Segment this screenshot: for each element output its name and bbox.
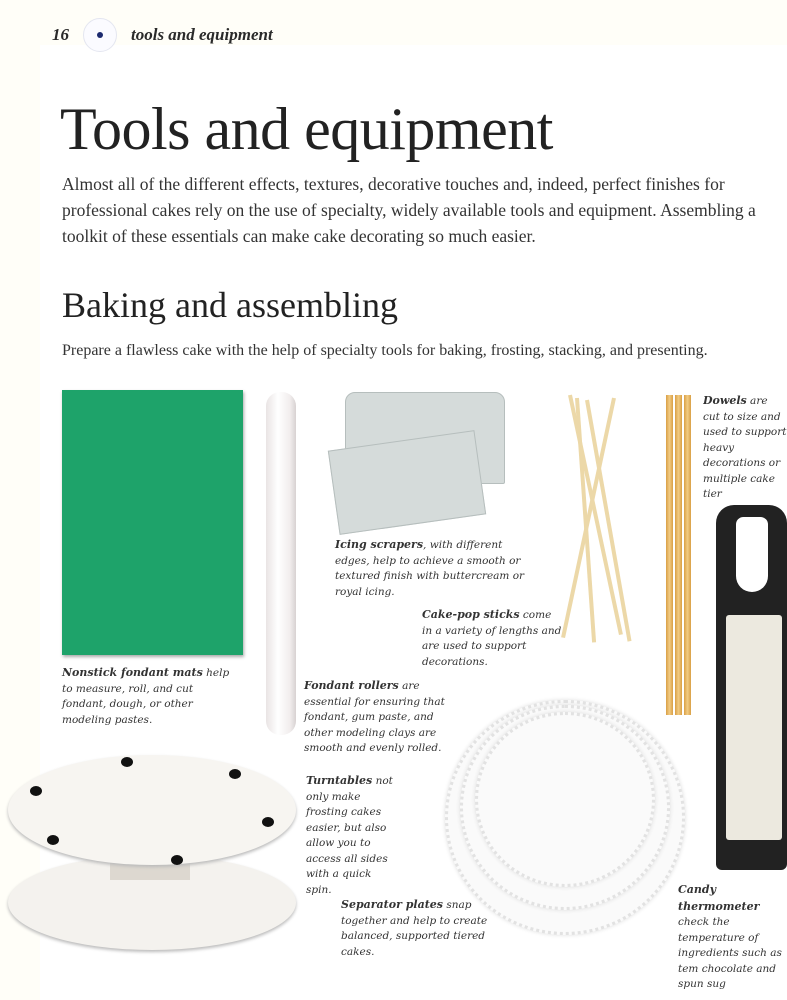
page-title: Tools and equipment [60,96,553,162]
caption-bold: Separator plates [341,898,443,911]
running-head-section: tools and equipment [131,25,273,44]
caption-icing-scrapers [335,537,525,600]
turntable-top-image [8,755,296,865]
running-head [52,18,273,52]
caption-bold: Dowels [703,394,747,407]
caption-text: are essential for ensuring that fondant, gum paste, and other modeling clays are smooth and evenly rolled. [304,680,445,754]
caption-bold: Icing scrapers [335,538,424,551]
caption-cake-pop-sticks [422,607,562,670]
flower-ornament-icon [83,18,117,52]
fondant-roller-image [266,392,296,735]
turntable-dot [30,786,42,796]
caption-fondant-mats [62,665,232,728]
caption-bold: Turntables [306,774,373,787]
turntable-dot [229,769,241,779]
section-heading: Baking and assembling [62,285,398,325]
caption-bold: Cake-pop sticks [422,608,520,621]
caption-text: , with different edges, help to achieve a smooth or textured finish with buttercream or royal icing. [335,539,525,598]
caption-separator-plates [341,897,511,960]
caption-text: help to measure, roll, and cut fondant, dough, or other modeling pastes. [62,667,230,726]
caption-candy-thermometer [678,882,787,993]
caption-text: snap together and help to create balanced, supported tiered cakes. [341,899,488,958]
caption-text: are cut to size and used to support heavy decorations or multiple cake tier [703,395,787,500]
caption-text: check the temperature of ingredients such as tem chocolate and spun sug [678,916,782,990]
dowel [684,395,691,715]
turntable-dot [47,835,59,845]
caption-fondant-rollers [304,678,454,757]
dowel [666,395,673,715]
caption-turntables [306,773,396,898]
caption-bold: Candy thermometer [678,883,760,913]
turntable-dot [262,817,274,827]
caption-text: not only make frosting cakes easier, but also allow you to access all sides with a quick spin. [306,775,393,896]
caption-bold: Nonstick fondant mats [62,666,203,679]
dowel [675,395,682,715]
caption-bold: Fondant rollers [304,679,399,692]
caption-dowels [703,393,787,503]
section-subtitle: Prepare a flawless cake with the help of specialty tools for baking, frosting, stacking, and presenting. [62,342,708,359]
caption-text: come in a variety of lengths and are used to support decorations. [422,609,562,668]
candy-thermometer-image [716,505,787,870]
separator-plate-image-3 [475,712,655,887]
fondant-mat-image [62,390,243,655]
turntable-dot [171,855,183,865]
page-number: 16 [52,25,69,44]
turntable-dot [121,757,133,767]
intro-paragraph: Almost all of the different effects, textures, decorative touches and, indeed, perfect finishes for professional cakes rely on the use of specialty, widely available tools and equipment. Assembling a toolkit of these essentials can make cake decorating so much easier. [62,174,756,246]
